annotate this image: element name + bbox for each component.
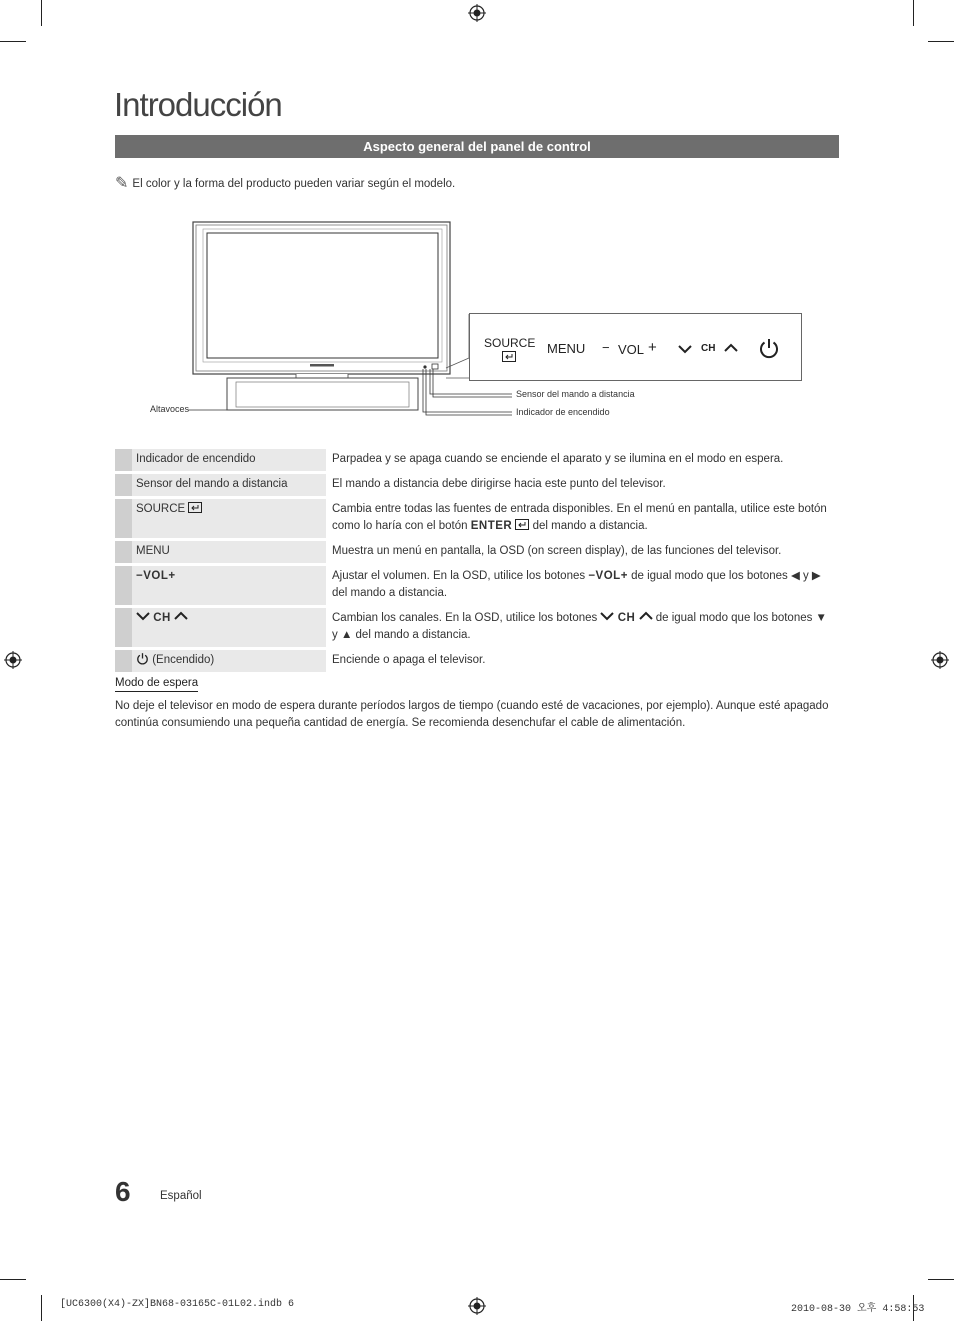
standby-heading: Modo de espera (115, 677, 198, 692)
enter-icon (502, 351, 516, 362)
vol-label: VOL (143, 570, 169, 582)
row-marker (115, 449, 132, 471)
vol-label: VOL (595, 570, 621, 582)
table-cell-desc (326, 499, 839, 538)
row-marker (115, 499, 132, 538)
table-cell-desc: El mando a distancia debe dirigirse hacia este punto del televisor. (332, 478, 666, 490)
registration-mark-icon (468, 1297, 486, 1315)
language-label: Español (160, 1190, 202, 1202)
pencil-note-icon: ✎ (115, 175, 129, 192)
table-cell-name: Sensor del mando a distancia (132, 474, 326, 496)
enter-key-label: ENTER (470, 520, 513, 532)
crop-mark (0, 1279, 26, 1280)
source-label: SOURCE (136, 503, 186, 515)
table-row (115, 449, 839, 471)
desc-part: Ajustar el volumen. En la OSD, utilice los botones (332, 570, 586, 582)
chevron-down-icon (678, 344, 692, 354)
desc-part: de igual modo que los botones ▼ y ▲ del mando a distancia. (332, 612, 827, 641)
table-row (115, 474, 839, 496)
table-row (115, 650, 839, 672)
table-cell-name (132, 499, 326, 538)
table-cell-name: Indicador de encendido (132, 449, 326, 471)
registration-mark-icon (4, 651, 22, 669)
power-icon (758, 337, 780, 359)
row-marker (115, 566, 132, 605)
table-cell-desc: Parpadea y se apaga cuando se enciende el aparato y se ilumina en el modo en espera. (332, 453, 784, 465)
desc-part: Cambian los canales. En la OSD, utilice los botones (332, 612, 598, 624)
registration-mark-icon (468, 4, 486, 22)
panel-ch-label: CH (701, 343, 716, 354)
remote-sensor-label: Sensor del mando a distancia (516, 389, 635, 399)
note-text: El color y la forma del producto pueden variar según el modelo. (132, 178, 456, 190)
panel-vol-plus: + (648, 339, 657, 356)
table-cell-name (132, 650, 326, 672)
chevron-up-icon (174, 611, 188, 621)
table-cell-desc: Enciende o apaga el televisor. (332, 654, 486, 666)
standby-text: No deje el televisor en modo de espera durante períodos largos de tiempo (cuando esté de vacaciones, por ejemplo). Aunque esté apagado continúa consumiendo una pequeña cantidad de energía. Se recomienda desenchufar el cable de alimentación. (115, 700, 829, 729)
panel-vol-minus: − (602, 340, 610, 355)
chevron-up-icon (724, 343, 738, 353)
ch-label: CH (153, 612, 171, 624)
minus-icon: − (588, 570, 596, 582)
desc-part: del mando a distancia. (532, 520, 648, 532)
table-cell-name (132, 566, 326, 605)
table-row (115, 499, 839, 538)
row-marker (115, 650, 132, 672)
crop-mark (913, 0, 914, 26)
ch-label: CH (617, 612, 636, 624)
registration-mark-icon (931, 651, 949, 669)
plus-icon: + (168, 570, 176, 582)
speakers-label: Altavoces (150, 404, 190, 414)
crop-mark (928, 41, 954, 42)
power-indicator-label: Indicador de encendido (516, 407, 610, 417)
panel-menu-label: MENU (547, 341, 586, 356)
crop-mark (928, 1279, 954, 1280)
control-panel-zoom (469, 313, 802, 381)
row-marker (115, 474, 132, 496)
desc-part: Cambia entre todas las fuentes de entrada disponibles. En el menú en pantalla, utilice este botón como lo haría con el botón (332, 503, 827, 532)
panel-vol-label: VOL (618, 342, 645, 357)
row-marker (115, 608, 132, 647)
panel-source-label: SOURCE (484, 336, 536, 350)
enter-icon (515, 519, 529, 530)
power-label: (Encendido) (152, 654, 215, 666)
page-number: 6 (115, 1176, 131, 1207)
table-row (115, 541, 839, 563)
print-timestamp: 2010-08-30 오후 4:58:53 (791, 1304, 925, 1315)
table-cell-name (132, 608, 326, 647)
model-note (115, 172, 455, 192)
enter-icon (188, 502, 202, 513)
power-icon (136, 652, 149, 665)
page-title: Introducción (114, 86, 282, 123)
crop-mark (41, 0, 42, 26)
brand-logo (310, 364, 334, 367)
table-cell-name: MENU (132, 541, 326, 563)
section-banner: Aspecto general del panel de control (115, 135, 839, 158)
row-marker (115, 541, 132, 563)
table-row (115, 566, 839, 605)
control-panel-table (115, 446, 839, 675)
table-cell-desc (326, 608, 839, 647)
plus-icon: + (620, 570, 628, 582)
table-cell-desc (326, 566, 839, 605)
minus-icon: − (136, 570, 144, 582)
file-slug: [UC6300(X4)-ZX]BN68-03165C-01L02.indb 6 (60, 1299, 295, 1310)
chevron-down-icon (136, 611, 150, 621)
table-row (115, 608, 839, 647)
desc-part: de igual modo que los botones ◀ y ▶ del mando a distancia. (332, 570, 821, 599)
chevron-down-icon (600, 611, 614, 621)
chevron-up-icon (639, 611, 653, 621)
table-cell-desc: Muestra un menú en pantalla, la OSD (on screen display), de las funciones del televisor. (332, 545, 782, 557)
crop-mark (0, 41, 26, 42)
crop-mark (41, 1295, 42, 1321)
